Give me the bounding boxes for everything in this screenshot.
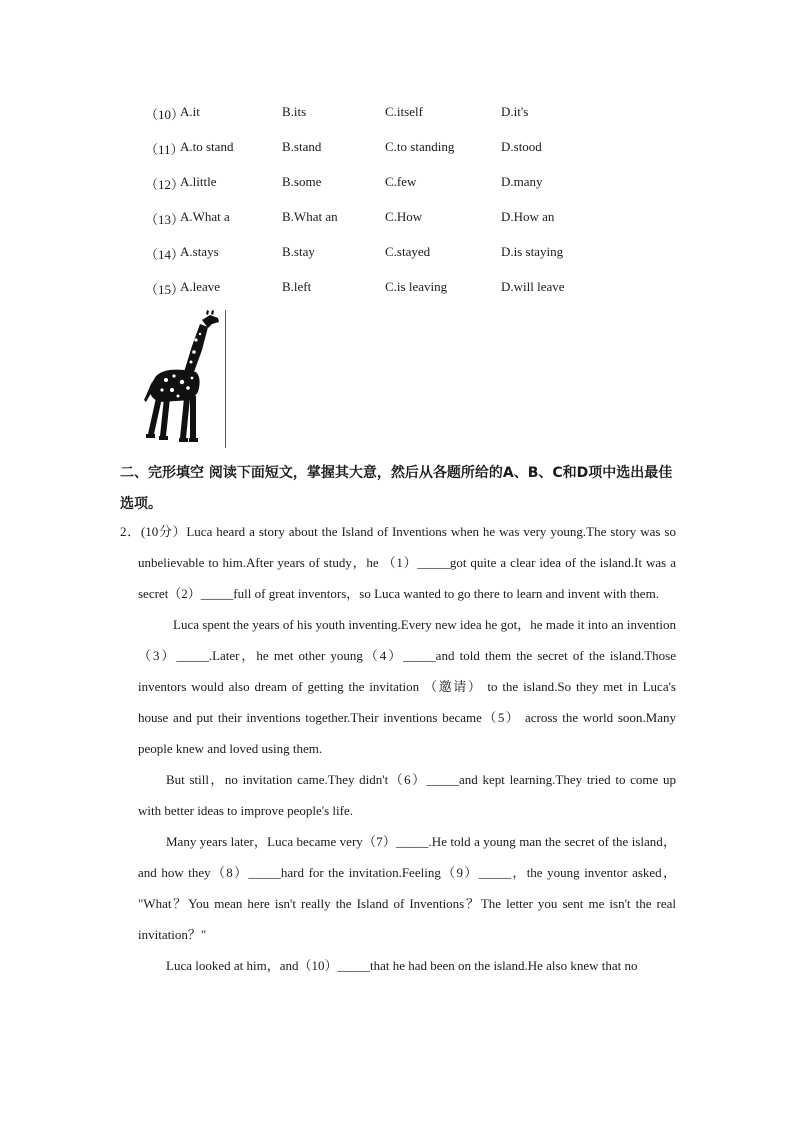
option-c: C.to standing — [385, 139, 455, 154]
option-b: B.some — [282, 174, 322, 189]
option-d: D.it's — [501, 104, 529, 119]
option-a: A.leave — [180, 279, 221, 294]
answer-options — [145, 104, 645, 314]
option-b: B.its — [282, 104, 307, 119]
option-b: B.left — [282, 279, 312, 294]
section-heading: 二、完形填空 阅读下面短文，掌握其大意，然后从各题所给的A、B、C和D项中选出最佳选项。 — [120, 465, 673, 512]
option-a: A.it — [180, 104, 200, 119]
giraffe-image — [136, 310, 231, 450]
option-d: D.is staying — [501, 244, 564, 259]
cloze-passage — [120, 516, 676, 981]
option-c: C.stayed — [385, 244, 431, 259]
option-d: D.will leave — [501, 279, 565, 294]
option-b: B.stand — [282, 139, 322, 154]
option-c: C.is leaving — [385, 279, 448, 294]
question-number: （11） — [145, 142, 184, 157]
giraffe-silhouette — [136, 310, 226, 448]
option-b: B.What an — [282, 209, 338, 224]
option-a: A.little — [180, 174, 217, 189]
passage-paragraph: Luca looked at him，and（10）_____that he had been on the island.He also knew that no — [166, 958, 638, 973]
option-row — [145, 139, 645, 174]
passage-paragraph: Many years later，Luca became very（7）_____.He told a young man the secret of the island，and how they（8）_____hard for the invitation.Feeling（9）_____，the young inventor asked， "What？You mean here isn't really the Island of Inventions？The letter you sent me isn't the real invitation？" — [138, 834, 676, 942]
option-d: D.many — [501, 174, 543, 189]
option-row — [145, 104, 645, 139]
option-c: C.itself — [385, 104, 423, 119]
passage-paragraph: But still，no invitation came.They didn't（6）_____and kept learning.They tried to come up with better ideas to improve people's life. — [138, 772, 676, 818]
question-number: （15） — [145, 282, 185, 297]
option-c: C.How — [385, 209, 423, 224]
option-b: B.stay — [282, 244, 315, 259]
option-a: A.What a — [180, 209, 230, 224]
figure-divider-line — [225, 310, 226, 448]
passage-paragraph: Luca spent the years of his youth inventing.Every new idea he got，he made it into an invention（3）_____.Later，he met other young（4）_____and told them the secret of the island.Those inventors would also dream of getting the invitation （邀请） to the island.So they met in Luca's house and put their inventions together.Their inventions became（5） across the world soon.Many people knew and loved using them. — [138, 617, 676, 756]
option-row — [145, 279, 645, 314]
option-a: A.to stand — [180, 139, 234, 154]
option-row — [145, 209, 645, 244]
question-number: （10） — [145, 107, 185, 122]
option-a: A.stays — [180, 244, 219, 259]
option-row — [145, 244, 645, 279]
question-number: （12） — [145, 177, 185, 192]
passage-paragraph: 2．(10分）Luca heard a story about the Island of Inventions when he was very young.The story was so unbelievable to him.After years of study，he （1）_____got quite a clear idea of the island.It was a secret（2）_____full of great inventors，so Luca wanted to go there to learn and invent with them. — [120, 524, 676, 601]
option-row — [145, 174, 645, 209]
question-number: （13） — [145, 212, 185, 227]
option-d: D.stood — [501, 139, 542, 154]
question-number: （14） — [145, 247, 185, 262]
option-d: D.How an — [501, 209, 555, 224]
option-c: C.few — [385, 174, 417, 189]
